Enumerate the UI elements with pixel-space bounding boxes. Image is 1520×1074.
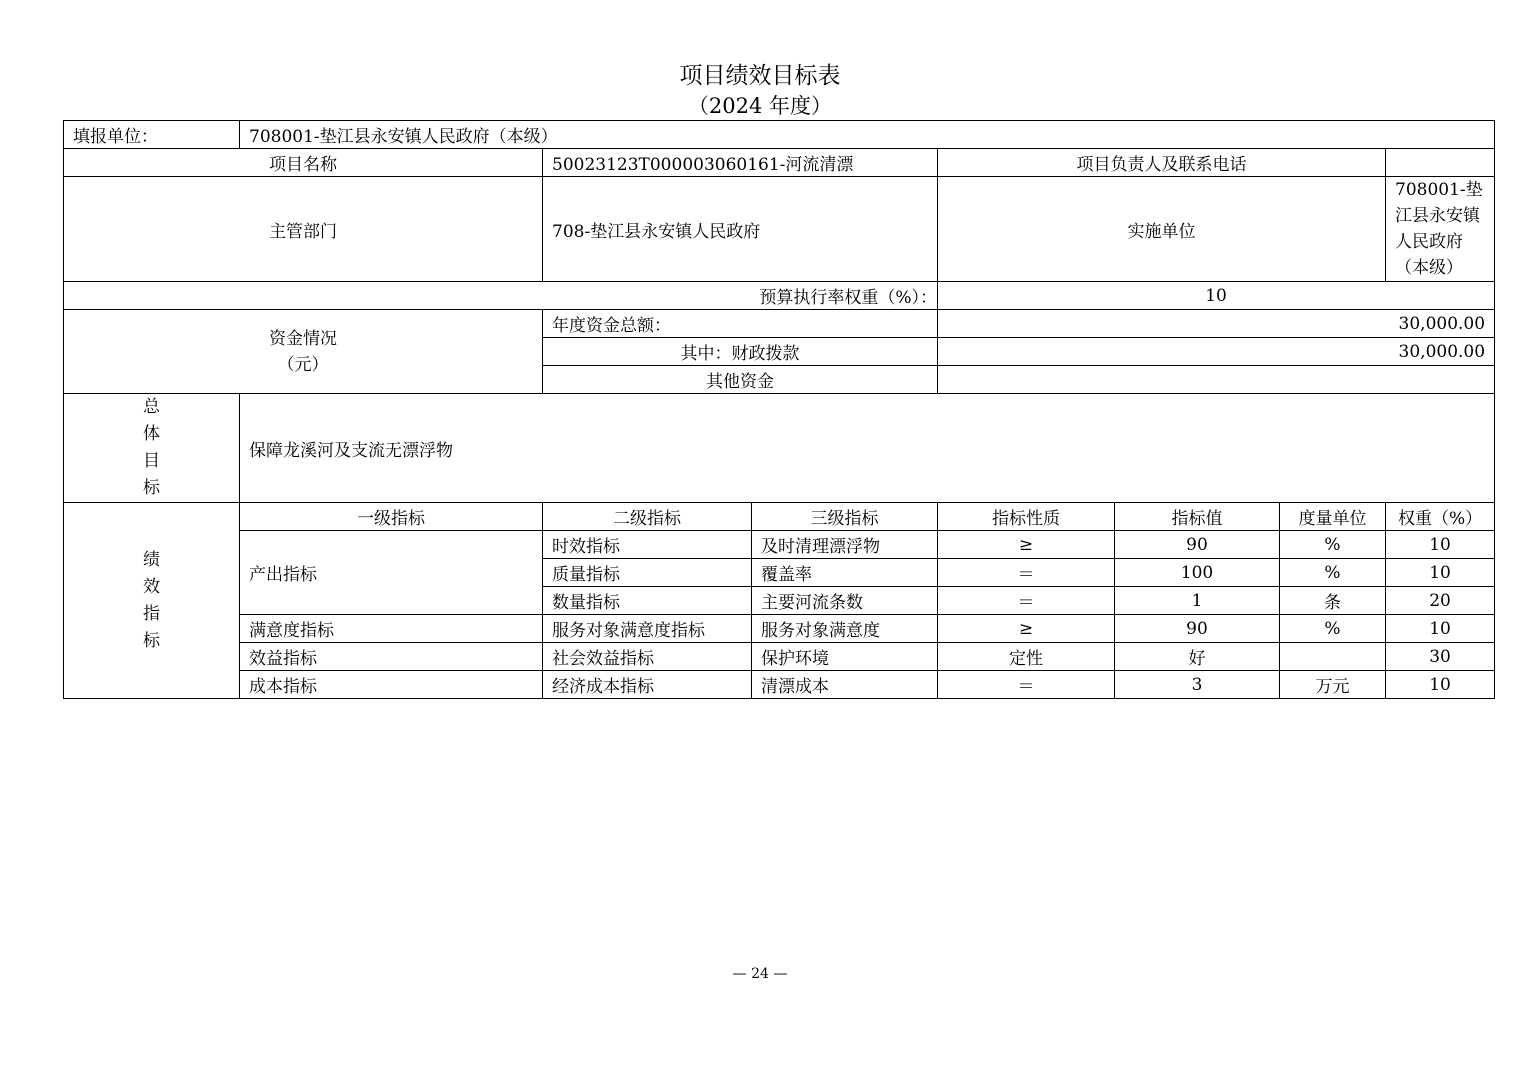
nature-cell: ＝ bbox=[938, 587, 1115, 615]
level1-cell: 满意度指标 bbox=[240, 615, 543, 643]
project-name-row bbox=[64, 149, 1495, 177]
header-unit: 度量单位 bbox=[1280, 503, 1386, 531]
nature-cell: ≥ bbox=[938, 615, 1115, 643]
budget-weight-row bbox=[64, 282, 1495, 310]
weight-cell: 30 bbox=[1386, 643, 1495, 671]
value-cell: 90 bbox=[1115, 615, 1280, 643]
other-value bbox=[938, 366, 1495, 394]
table-row bbox=[64, 615, 1495, 643]
perf-char: 绩 bbox=[143, 549, 160, 570]
level2-cell: 服务对象满意度指标 bbox=[543, 615, 752, 643]
weight-cell: 10 bbox=[1386, 671, 1495, 699]
dept-row bbox=[64, 177, 1495, 282]
annual-total-value: 30,000.00 bbox=[938, 310, 1495, 338]
overall-goal-text: 保障龙溪河及支流无漂浮物 bbox=[240, 394, 1495, 503]
level2-cell: 质量指标 bbox=[543, 559, 752, 587]
level3-cell: 清漂成本 bbox=[752, 671, 938, 699]
impl-value: 708001-垫江县永安镇人民政府（本级） bbox=[1386, 177, 1495, 282]
dept-label: 主管部门 bbox=[64, 177, 543, 282]
performance-indicator-label bbox=[64, 503, 240, 699]
unit-cell: % bbox=[1280, 615, 1386, 643]
value-cell: 100 bbox=[1115, 559, 1280, 587]
table-row bbox=[64, 643, 1495, 671]
level3-cell: 服务对象满意度 bbox=[752, 615, 938, 643]
unit-cell bbox=[1280, 643, 1386, 671]
overall-goal-row bbox=[64, 394, 1495, 503]
weight-cell: 20 bbox=[1386, 587, 1495, 615]
nature-cell: 定性 bbox=[938, 643, 1115, 671]
funds-label-cell bbox=[64, 310, 543, 394]
perf-char: 指 bbox=[143, 603, 160, 624]
header-value: 指标值 bbox=[1115, 503, 1280, 531]
funds-total-row bbox=[64, 310, 1495, 338]
weight-cell: 10 bbox=[1386, 615, 1495, 643]
unit-cell: 万元 bbox=[1280, 671, 1386, 699]
level1-cell: 成本指标 bbox=[240, 671, 543, 699]
level1-cell: 效益指标 bbox=[240, 643, 543, 671]
contact-label: 项目负责人及联系电话 bbox=[938, 149, 1386, 177]
goal-char: 标 bbox=[143, 478, 160, 498]
level2-cell: 数量指标 bbox=[543, 587, 752, 615]
fiscal-value: 30,000.00 bbox=[938, 338, 1495, 366]
perf-char: 效 bbox=[143, 576, 160, 597]
unit-cell: % bbox=[1280, 531, 1386, 559]
budget-weight-value: 10 bbox=[938, 282, 1495, 310]
page-subtitle: （2024 年度） bbox=[687, 94, 833, 118]
funds-label: 资金情况 bbox=[269, 328, 337, 349]
unit-value: 708001-垫江县永安镇人民政府（本级） bbox=[240, 121, 1495, 149]
indicator-header-row bbox=[64, 503, 1495, 531]
header-nature: 指标性质 bbox=[938, 503, 1115, 531]
weight-cell: 10 bbox=[1386, 559, 1495, 587]
level2-cell: 社会效益指标 bbox=[543, 643, 752, 671]
project-name-label: 项目名称 bbox=[64, 149, 543, 177]
unit-row bbox=[64, 121, 1495, 149]
weight-cell: 10 bbox=[1386, 531, 1495, 559]
contact-value bbox=[1386, 149, 1495, 177]
header-level2: 二级指标 bbox=[543, 503, 752, 531]
value-cell: 3 bbox=[1115, 671, 1280, 699]
other-label: 其他资金 bbox=[543, 366, 938, 394]
header-weight: 权重（%） bbox=[1386, 503, 1495, 531]
goal-char: 目 bbox=[143, 451, 160, 471]
unit-label: 填报单位： bbox=[64, 121, 240, 149]
annual-total-label: 年度资金总额： bbox=[543, 310, 938, 338]
level3-cell: 保护环境 bbox=[752, 643, 938, 671]
level2-cell: 经济成本指标 bbox=[543, 671, 752, 699]
header-level1: 一级指标 bbox=[240, 503, 543, 531]
nature-cell: ＝ bbox=[938, 671, 1115, 699]
unit-cell: % bbox=[1280, 559, 1386, 587]
goal-char: 体 bbox=[143, 424, 160, 444]
unit-cell: 条 bbox=[1280, 587, 1386, 615]
budget-weight-label: 预算执行率权重（%）： bbox=[64, 282, 938, 310]
dept-value: 708-垫江县永安镇人民政府 bbox=[543, 177, 938, 282]
goal-char: 总 bbox=[143, 397, 160, 417]
page-title: 项目绩效目标表 bbox=[679, 63, 841, 89]
performance-target-table bbox=[63, 120, 1495, 699]
level1-cell: 产出指标 bbox=[240, 531, 543, 615]
perf-char: 标 bbox=[143, 630, 160, 651]
value-cell: 好 bbox=[1115, 643, 1280, 671]
level2-cell: 时效指标 bbox=[543, 531, 752, 559]
value-cell: 1 bbox=[1115, 587, 1280, 615]
level3-cell: 主要河流条数 bbox=[752, 587, 938, 615]
funds-unit: （元） bbox=[277, 354, 329, 375]
nature-cell: ≥ bbox=[938, 531, 1115, 559]
impl-label: 实施单位 bbox=[938, 177, 1386, 282]
fiscal-label: 其中：财政拨款 bbox=[543, 338, 938, 366]
nature-cell: ＝ bbox=[938, 559, 1115, 587]
project-name-value: 50023123T000003060161-河流清漂 bbox=[543, 149, 938, 177]
value-cell: 90 bbox=[1115, 531, 1280, 559]
table-row bbox=[64, 671, 1495, 699]
header-level3: 三级指标 bbox=[752, 503, 938, 531]
level3-cell: 覆盖率 bbox=[752, 559, 938, 587]
level3-cell: 及时清理漂浮物 bbox=[752, 531, 938, 559]
page-number: — 24 — bbox=[732, 966, 788, 982]
table-row bbox=[64, 531, 1495, 559]
overall-goal-label bbox=[64, 394, 240, 503]
